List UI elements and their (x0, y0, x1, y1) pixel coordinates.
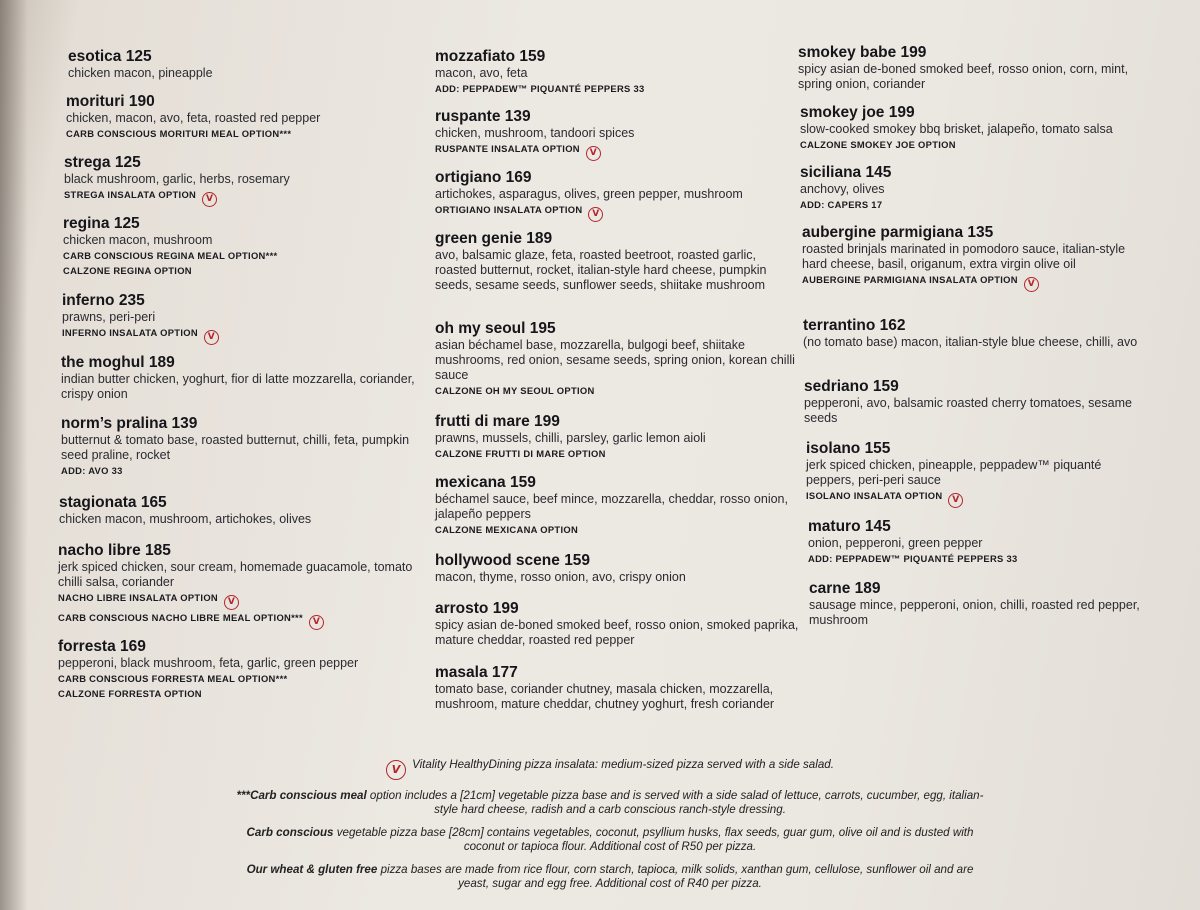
menu-item-description: prawns, mussels, chilli, parsley, garlic lemon aioli (435, 431, 706, 445)
menu-item (435, 552, 800, 585)
menu-item-name: ruspante 139 (435, 108, 531, 125)
menu-item-option (66, 126, 436, 141)
menu-item-description: macon, avo, feta (435, 66, 528, 80)
menu-item-option (802, 272, 1147, 292)
menu-item-description: anchovy, olives (800, 182, 885, 196)
menu-item (802, 224, 1147, 292)
menu-item (58, 542, 428, 630)
menu-item-option (63, 248, 433, 263)
option-label: CARB CONSCIOUS MORITURI MEAL OPTION*** (66, 128, 292, 139)
menu-item-name: terrantino 162 (803, 317, 906, 334)
menu-item (62, 292, 432, 345)
menu-item-name: regina 125 (63, 215, 140, 232)
menu-item-option (63, 263, 433, 278)
menu-item-option (806, 488, 1151, 508)
option-label: ADD: CAPERS 17 (800, 199, 883, 210)
option-label: AUBERGINE PARMIGIANA INSALATA OPTION (802, 274, 1018, 285)
menu-item-description: roasted brinjals marinated in pomodoro sauce, italian-style hard cheese, basil, origanum, extra virgin olive oil (802, 242, 1126, 271)
menu-item-description: tomato base, coriander chutney, masala chicken, mozzarella, mushroom, mature cheddar, chutney yoghurt, fresh coriander (435, 682, 775, 711)
menu-item (59, 494, 429, 527)
menu-item-description: chicken macon, mushroom, artichokes, olives (59, 512, 312, 526)
vitality-icon: V (586, 146, 601, 161)
option-label: NACHO LIBRE INSALATA OPTION (58, 592, 219, 603)
menu-item-name: frutti di mare 199 (435, 413, 560, 430)
menu-item (435, 474, 800, 537)
menu-item-name: maturo 145 (808, 518, 891, 535)
menu-item (68, 48, 438, 81)
option-label: CALZONE SMOKEY JOE OPTION (800, 139, 956, 150)
vitality-icon: V (588, 207, 603, 222)
vitality-icon: V (224, 595, 239, 610)
menu-item (61, 354, 431, 402)
menu-item-description: béchamel sauce, beef mince, mozzarella, cheddar, rosso onion, jalapeño peppers (435, 492, 788, 521)
vitality-icon: V (386, 760, 406, 780)
menu-item-description: butternut & tomato base, roasted butternut, chilli, feta, pumpkin seed praline, rocket (61, 433, 410, 462)
menu-item-name: mozzafiato 159 (435, 48, 546, 65)
menu-item-name: oh my seoul 195 (435, 320, 556, 337)
menu-item-option (435, 81, 800, 96)
option-label: ADD: AVO 33 (61, 465, 123, 476)
menu-item-name: aubergine parmigiana 135 (802, 224, 994, 241)
menu-item-option (58, 590, 428, 610)
menu-item-description: jerk spiced chicken, pineapple, peppadew™ piquanté peppers, peri-peri sauce (806, 458, 1102, 487)
menu-item-name: morituri 190 (66, 93, 155, 110)
gluten-free-note: Our wheat & gluten free pizza bases are made from rice flour, corn starch, tapioca, milk solids, xanthan gum, cellulose, sunflower oil and are yeast, sugar and egg free. Additional cost of R40 per pizza. (246, 863, 974, 890)
menu-item (435, 600, 800, 648)
page-fold-shadow (0, 0, 28, 910)
menu-item-name: stagionata 165 (59, 494, 167, 511)
menu-item-description: onion, pepperoni, green pepper (808, 536, 983, 550)
menu-item-description: pepperoni, avo, balsamic roasted cherry tomatoes, sesame seeds (804, 396, 1132, 425)
menu-item-description: chicken macon, mushroom (63, 233, 213, 247)
option-label: CARB CONSCIOUS REGINA MEAL OPTION*** (63, 250, 278, 261)
menu-item-name: siciliana 145 (800, 164, 892, 181)
menu-item (64, 154, 434, 207)
option-label: CARB CONSCIOUS NACHO LIBRE MEAL OPTION*** (58, 612, 303, 623)
option-label: STREGA INSALATA OPTION (64, 189, 197, 200)
menu-item-description: indian butter chicken, yoghurt, fior di latte mozzarella, coriander, crispy onion (61, 372, 415, 401)
option-label: CALZONE OH MY SEOUL OPTION (435, 385, 595, 396)
menu-item-name: sedriano 159 (804, 378, 899, 395)
menu-item-description: spicy asian de-boned smoked beef, rosso onion, smoked paprika, mature cheddar, roasted red pepper (435, 618, 799, 647)
menu-item-description: spicy asian de-boned smoked beef, rosso onion, corn, mint, spring onion, coriander (798, 62, 1129, 91)
vitality-icon: V (948, 493, 963, 508)
option-label: ORTIGIANO INSALATA OPTION (435, 204, 583, 215)
menu-item-description: asian béchamel base, mozzarella, bulgogi beef, shiitake mushrooms, red onion, sesame seeds, spring onion, korean chilli sauce (435, 338, 795, 382)
menu-item (61, 415, 431, 478)
vitality-note: V Vitality HealthyDining pizza insalata: medium-sized pizza served with a side salad. (230, 758, 990, 780)
option-label: CALZONE FORRESTA OPTION (58, 688, 202, 699)
menu-item (800, 164, 1145, 212)
menu-item-description: pepperoni, black mushroom, feta, garlic, green pepper (58, 656, 359, 670)
menu-item-name: esotica 125 (68, 48, 152, 65)
menu-item (435, 169, 800, 222)
menu-item-description: chicken, mushroom, tandoori spices (435, 126, 635, 140)
menu-item (798, 44, 1143, 92)
option-label: CALZONE FRUTTI DI MARE OPTION (435, 448, 606, 459)
menu-item (435, 320, 800, 398)
option-label: ADD: PEPPADEW™ PIQUANTÉ PEPPERS 33 (808, 553, 1018, 564)
menu-item-name: norm’s pralina 139 (61, 415, 198, 432)
menu-item-name: masala 177 (435, 664, 518, 681)
menu-item-option (435, 383, 800, 398)
menu-item-option (435, 446, 800, 461)
option-label: ISOLANO INSALATA OPTION (806, 490, 943, 501)
menu-item-option (435, 522, 800, 537)
menu-item-option (58, 686, 428, 701)
menu-item-option (58, 671, 428, 686)
menu-item (435, 413, 800, 461)
menu-item-description: chicken macon, pineapple (68, 66, 213, 80)
menu-item (435, 664, 800, 712)
menu-item (800, 104, 1145, 152)
option-label: RUSPANTE INSALATA OPTION (435, 143, 580, 154)
menu-item (58, 638, 428, 701)
menu-item-option (800, 197, 1145, 212)
carb-meal-note: ***Carb conscious meal option includes a [21cm] vegetable pizza base and is served with a side salad of lettuce, carrots, cucumber, egg, italian-style hard cheese, radish and a carb conscious ranch-style dressing. (236, 789, 984, 816)
menu-item-name: carne 189 (809, 580, 881, 597)
option-label: CALZONE MEXICANA OPTION (435, 524, 579, 535)
menu-item-option (435, 141, 800, 161)
menu-item-description: macon, thyme, rosso onion, avo, crispy onion (435, 570, 686, 584)
menu-item-option (64, 187, 434, 207)
menu-item (803, 317, 1148, 350)
carb-base-note: Carb conscious vegetable pizza base [28cm] contains vegetables, coconut, psyllium husks, flax seeds, guar gum, olive oil and is dusted with coconut or tapioca flour. Additional cost of R50 per pizza. (246, 826, 974, 853)
menu-item (804, 378, 1149, 426)
menu-item-description: black mushroom, garlic, herbs, rosemary (64, 172, 290, 186)
menu-item-option (808, 551, 1153, 566)
menu-item (63, 215, 433, 278)
menu-item-name: ortigiano 169 (435, 169, 532, 186)
vitality-icon: V (202, 192, 217, 207)
option-label: ADD: PEPPADEW™ PIQUANTÉ PEPPERS 33 (435, 83, 645, 94)
menu-item-name: isolano 155 (806, 440, 891, 457)
menu-item-description: jerk spiced chicken, sour cream, homemade guacamole, tomato chilli salsa, coriander (58, 560, 413, 589)
vitality-icon: V (204, 330, 219, 345)
menu-item-description: slow-cooked smokey bbq brisket, jalapeño, tomato salsa (800, 122, 1113, 136)
option-label: CARB CONSCIOUS FORRESTA MEAL OPTION*** (58, 673, 288, 684)
menu-item-name: the moghul 189 (61, 354, 175, 371)
menu-item (435, 230, 800, 293)
menu-item (435, 108, 800, 161)
menu-item-name: smokey joe 199 (800, 104, 915, 121)
menu-item (809, 580, 1154, 628)
menu-item (808, 518, 1153, 566)
vitality-icon: V (309, 615, 324, 630)
menu-item-description: chicken, macon, avo, feta, roasted red pepper (66, 111, 321, 125)
menu-item (66, 93, 436, 141)
menu-item-description: prawns, peri-peri (62, 310, 156, 324)
menu-item-name: inferno 235 (62, 292, 145, 309)
menu-item (435, 48, 800, 96)
menu-item-name: smokey babe 199 (798, 44, 927, 61)
menu-item-description: sausage mince, pepperoni, onion, chilli, roasted red pepper, mushroom (809, 598, 1140, 627)
menu-item-description: avo, balsamic glaze, feta, roasted beetroot, roasted garlic, roasted butternut, rocket, italian-style hard cheese, pumpkin seeds, sesame seeds, sunflower seeds, shiitake mushroom (435, 248, 767, 292)
menu-item-name: nacho libre 185 (58, 542, 171, 559)
menu-item-name: arrosto 199 (435, 600, 519, 617)
option-label: INFERNO INSALATA OPTION (62, 327, 198, 338)
menu-item-name: hollywood scene 159 (435, 552, 591, 569)
menu-item-name: mexicana 159 (435, 474, 536, 491)
menu-footnotes (230, 758, 990, 900)
menu-item-option (62, 325, 432, 345)
menu-item-option (61, 463, 431, 478)
menu-item-option (58, 610, 428, 630)
menu-item (806, 440, 1151, 508)
menu-item-description: artichokes, asparagus, olives, green pepper, mushroom (435, 187, 743, 201)
menu-item-description: (no tomato base) macon, italian-style blue cheese, chilli, avo (803, 335, 1138, 349)
option-label: CALZONE REGINA OPTION (63, 265, 192, 276)
vitality-icon: V (1024, 277, 1039, 292)
menu-item-name: forresta 169 (58, 638, 146, 655)
menu-item-name: strega 125 (64, 154, 141, 171)
menu-item-option (800, 137, 1145, 152)
menu-item-option (435, 202, 800, 222)
menu-item-name: green genie 189 (435, 230, 553, 247)
